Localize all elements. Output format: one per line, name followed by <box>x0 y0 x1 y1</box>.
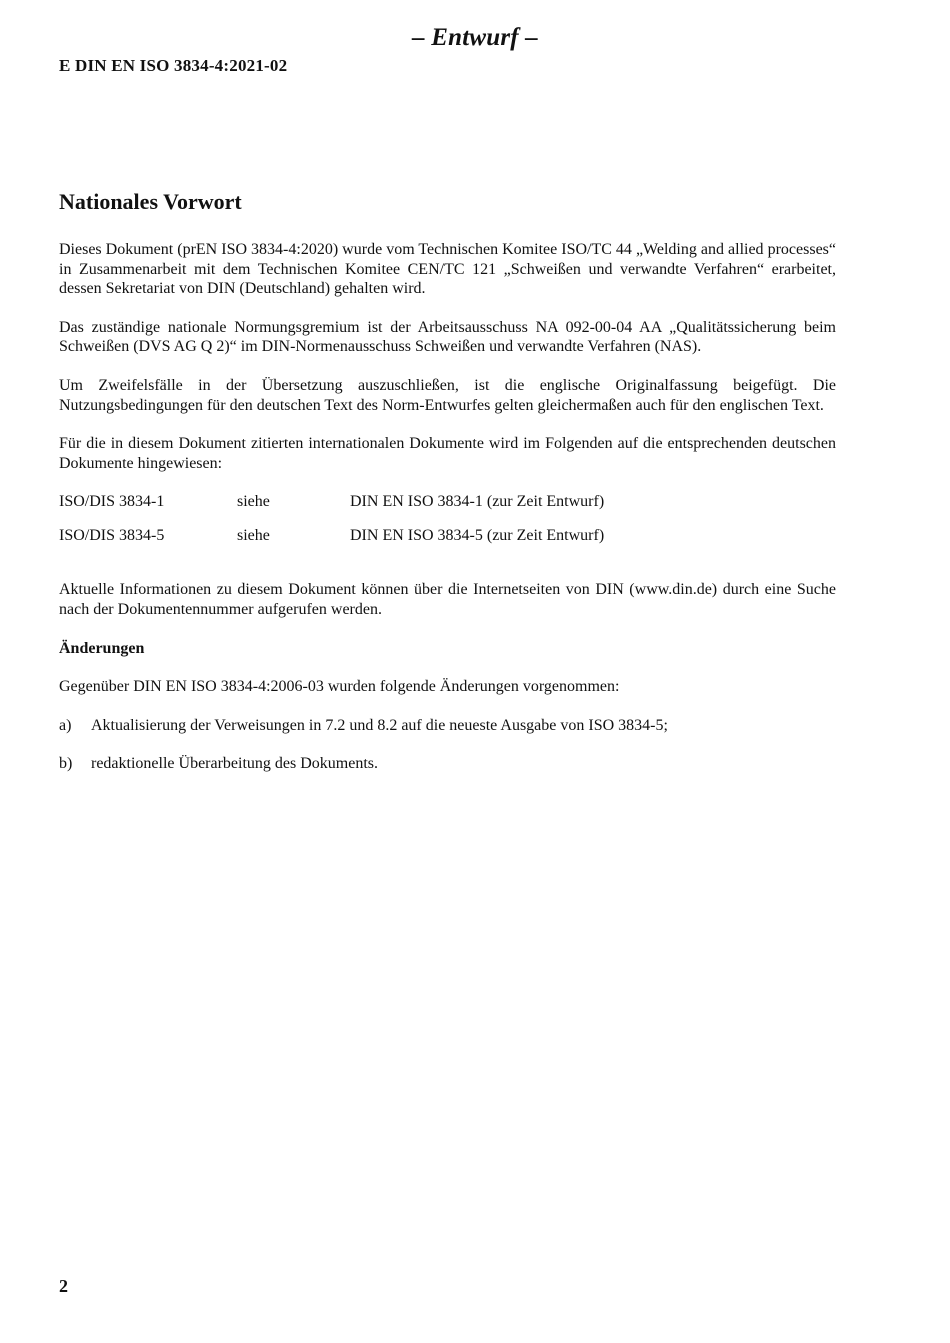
reference-row <box>59 492 836 526</box>
document-identifier: E DIN EN ISO 3834-4:2021-02 <box>59 56 288 75</box>
list-item <box>59 754 836 774</box>
foreword-paragraph-2: Das zuständige nationale Normungsgremium ist der Arbeitsausschuss NA 092-00-04 AA „Qualitätssicherung beim Schweißen (DVS AG Q 2)“ im DIN-Normenausschuss Schweißen und verwandte Verfahren (NAS). <box>59 318 836 356</box>
foreword-paragraph-4: Für die in diesem Dokument zitierten internationalen Dokumente wird im Folgenden auf die entsprechenden deutschen Dokumente hingewiesen: <box>59 435 836 472</box>
reference-german: DIN EN ISO 3834-1 (zur Zeit Entwurf) <box>350 493 605 511</box>
reference-german: DIN EN ISO 3834-5 (zur Zeit Entwurf) <box>350 527 605 545</box>
foreword-paragraph-1: Dieses Dokument (prEN ISO 3834-4:2020) wurde vom Technischen Komitee ISO/TC 44 „Welding and allied processes“ in Zusammenarbeit mit dem Technischen Komitee CEN/TC 121 „Schweißen und verwandte Verfahren“ erarbeitet, dessen Sekretariat von DIN (Deutschland) gehalten wird. <box>59 241 836 298</box>
page-content <box>59 186 836 793</box>
page-number: 2 <box>59 1276 68 1296</box>
changes-title: Änderungen <box>59 639 145 657</box>
reference-row <box>59 526 836 580</box>
reference-relation: siehe <box>237 493 270 511</box>
draft-watermark-heading: – Entwurf – <box>412 24 538 51</box>
foreword-paragraph-3: Um Zweifelsfälle in der Übersetzung auszuschließen, ist die englische Originalfassung beigefügt. Die Nutzungsbedingungen für den deutschen Text des Norm-Entwurfes gelten gleichermaßen auch für den englischen Text. <box>59 376 836 414</box>
list-item <box>59 716 836 736</box>
reference-relation: siehe <box>237 527 270 545</box>
reference-international: ISO/DIS 3834-5 <box>59 527 165 545</box>
foreword-title: Nationales Vorwort <box>59 189 242 214</box>
reference-international: ISO/DIS 3834-1 <box>59 493 165 511</box>
info-paragraph: Aktuelle Informationen zu diesem Dokument können über die Internetseiten von DIN (www.din.de) durch eine Suche nach der Dokumentennummer aufgerufen werden. <box>59 581 836 618</box>
list-text: Aktualisierung der Verweisungen in 7.2 und 8.2 auf die neueste Ausgabe von ISO 3834-5; <box>91 716 668 734</box>
changes-intro: Gegenüber DIN EN ISO 3834-4:2006-03 wurden folgende Änderungen vorgenommen: <box>59 678 620 696</box>
list-marker: a) <box>59 716 72 734</box>
list-marker: b) <box>59 755 73 773</box>
list-text: redaktionelle Überarbeitung des Dokuments. <box>91 755 379 773</box>
reference-table <box>59 492 836 580</box>
